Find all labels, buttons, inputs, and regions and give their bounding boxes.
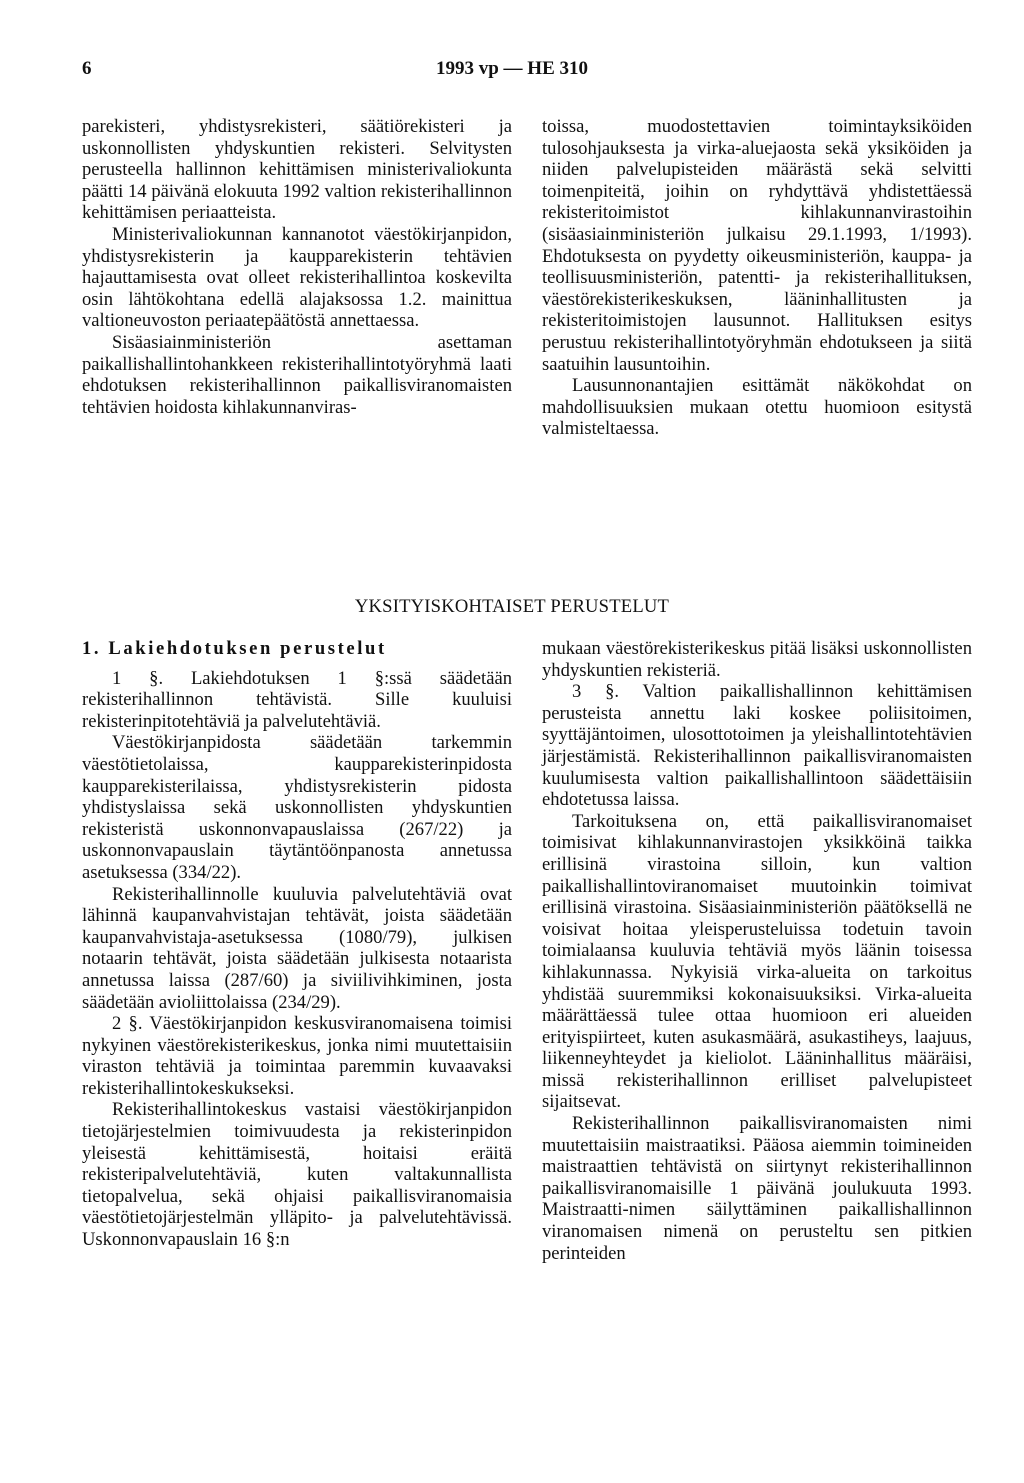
paragraph: Rekisterihallinnolle kuuluvia palvelutehtäviä ovat lähinnä kaupanvahvistajan tehtävät, joista säädetään kaupanvahvistaja-asetuksessa (1080/79), julkisen notaarin tehtävät, joista säädetään julkisesta notaarista annetussa laissa (287/60) ja siviilivihkiminen, josta säädetään avioliittolaissa (234/29). (82, 883, 512, 1013)
top-right-column (542, 116, 972, 440)
paragraph: parekisteri, yhdistysrekisteri, säätiörekisteri ja uskonnollisten yhdyskuntien rekisteri. Selvitysten perusteella hallinnon kehittämisen ministerivaliokunta päätti 14 päivänä elokuuta 1992 valtion rekisterihallinnon kehittämisen periaatteista. (82, 116, 512, 224)
paragraph: 3 §. Valtion paikallishallinnon kehittämisen perusteista annettu laki koskee poliisitoimen, syyttäjäntoimen, ulosottotoimen ja yleishallintotehtävien järjestämistä. Rekisterihallinnon paikallisviranomaisten kuulumisesta valtion paikallishallintoon säädettäisiin ehdotetussa laissa. (542, 681, 972, 811)
paragraph: Rekisterihallintokeskus vastaisi väestökirjanpidon tietojärjestelmien toimivuudesta ja rekisterinpidon yleisestä kehittämisestä, hoitaisi eräitä rekisteripalvelutehtäviä, kuten valtakunnallista tietopalvelua, sekä ohjaisi paikallisviranomaisia väestötietojärjestelmän ylläpito- ja palvelutehtävissä. Uskonnonvapauslain 16 §:n (82, 1099, 512, 1251)
paragraph: mukaan väestörekisterikeskus pitää lisäksi uskonnollisten yhdyskuntien rekisteriä. (542, 638, 972, 681)
running-title: 1993 vp — HE 310 (435, 58, 589, 79)
bottom-left-column (82, 638, 512, 1251)
paragraph: Rekisterihallinnon paikallisviranomaisten nimi muutettaisiin maistraatiksi. Pääosa aiemmin toimineiden maistraattien tehtävistä on siirtynyt rekisterihallinnon paikallisviranomaisille 1 päivänä joulukuuta 1993. Maistraatti-nimen säilyttäminen paikallishallinnon viranomaisen nimenä on perusteltu sen pitkien perinteiden (542, 1113, 972, 1264)
paragraph: 2 §. Väestökirjanpidon keskusviranomaisena toimisi nykyinen väestörekisterikeskus, jonka nimi muutettaisiin viraston tehtäviä ja toimintaa paremmin kuvaavaksi rekisterihallintokeskukseksi. (82, 1013, 512, 1099)
subsection-heading: 1. Lakiehdotuksen perustelut (82, 638, 387, 659)
paragraph: Tarkoituksena on, että paikallisviranomaiset toimisivat kihlakunnanvirastojen yksikköinä taikka erillisinä virastoina silloin, kun valtion paikallishallintoviranomaiset muutoinkin toimivat erillisinä virastoina. Sisäasiainministeriön päätöksellä ne voisivat hoitaa yleisperusteluissa todetuin tavoin toimialaansa kuuluvia tehtäviä myös läänin toisessa kihlakunnassa. Nykyisiä virka-alueita on tarkoitus yhdistää suuremmiksi kokonaisuuksiksi. Virka-alueita määrättäessä tulee ottaa huomioon eri alueiden erityispiirteet, kuten asukasmäärä, asukastiheys, laajuus, liikenneyhteydet ja kieliolot. Lääninhallitus määräisi, missä rekisterihallinnon erilliset palvelupisteet sijaitsevat. (542, 810, 972, 1113)
paragraph: Lausunnonantajien esittämät näkökohdat on mahdollisuuksien mukaan otettu huomioon esitystä valmisteltaessa. (542, 375, 972, 440)
paragraph: Sisäasiainministeriön asettaman paikallishallintohankkeen rekisterihallintotyöryhmä laati ehdotuksen rekisterihallinnon paikallisviranomaisten tehtävien hoidosta kihlakunnanviras- (82, 331, 512, 418)
paragraph: Väestökirjanpidosta säädetään tarkemmin väestötietolaissa, kaupparekisterinpidosta kaupparekisterilaissa, yhdistysrekisterin pidosta yhdistyslaissa sekä uskonnollisten yhdyskuntien rekisteristä uskonnonvapauslaissa (267/22) ja uskonnonvapauslain täytäntöönpanosta annetussa asetuksessa (334/22). (82, 732, 512, 883)
paragraph: toissa, muodostettavien toimintayksiköiden tulosohjauksesta ja virka-aluejaosta sekä yksiköiden ja niiden palvelupisteiden määrästä sekä selvitti toimenpiteitä, joihin on ryhdyttävä yhdistettäessä rekisteritoimistot kihlakunnanvirastoihin (sisäasiainministeriön julkaisu 29.1.1993, 1/1993). Ehdotuksesta on pyydetty oikeusministeriön, kauppa- ja teollisuusministeriön, patentti- ja rekisterihallituksen, väestörekisterikeskuksen, lääninhallitusten ja rekisteritoimistojen lausunnot. Hallituksen esitys perustuu rekisterihallintotyöryhmän ehdotukseen ja siitä saatuihin lausuntoihin. (542, 116, 972, 375)
section-heading: YKSITYISKOHTAISET PERUSTELUT (354, 596, 670, 617)
bottom-right-column (542, 638, 972, 1264)
paragraph: 1 §. Lakiehdotuksen 1 §:ssä säädetään rekisterihallinnon tehtävistä. Sille kuuluisi rekisterinpitotehtäviä ja palvelutehtäviä. (82, 667, 512, 732)
top-left-column (82, 116, 512, 418)
paragraph: Ministerivaliokunnan kannanotot väestökirjanpidon, yhdistysrekisterin ja kaupparekisterin tehtävien hajauttamisesta ovat olleet rekisterihallintoa koskevilta osin lähtökohtana edellä alajaksossa 1.2. mainittua valtioneuvoston periaatepäätöstä annettaessa. (82, 223, 512, 332)
page-number: 6 (82, 58, 92, 79)
